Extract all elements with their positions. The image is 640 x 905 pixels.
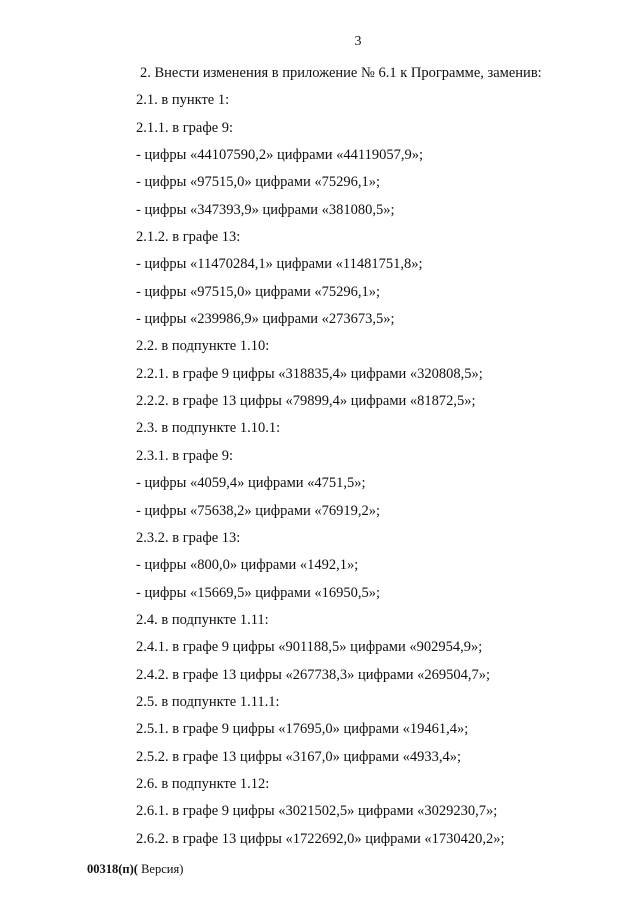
paragraph-line: 2.4.2. в графе 13 цифры «267738,3» цифрами «269504,7»; [136,666,491,683]
document-version: Версия) [137,862,184,876]
paragraph-line: 2.2.1. в графе 9 цифры «318835,4» цифрами «320808,5»; [136,365,483,382]
paragraph-line: 2.1.1. в графе 9: [136,119,234,136]
paragraph-line: - цифры «239986,9» цифрами «273673,5»; [136,311,395,328]
paragraph-line: - цифры «44107590,2» цифрами «44119057,9»; [136,147,424,164]
paragraph-line: 2.3. в подпункте 1.10.1: [136,420,281,437]
paragraph-line: 2.4. в подпункте 1.11: [136,611,269,628]
paragraph-line: - цифры «15669,5» цифрами «16950,5»; [136,584,381,601]
paragraph-line: - цифры «97515,0» цифрами «75296,1»; [136,283,381,300]
paragraph-line: 2.3.1. в графе 9: [136,447,234,464]
paragraph-line: 2.2. в подпункте 1.10: [136,338,270,355]
paragraph-line: 2.6.2. в графе 13 цифры «1722692,0» цифрами «1730420,2»; [136,830,505,847]
document-footer [87,862,183,877]
document-body [136,64,616,857]
paragraph-line: 2.3.2. в графе 13: [136,529,241,546]
paragraph-line: 2.5.2. в графе 13 цифры «3167,0» цифрами «4933,4»; [136,748,462,765]
paragraph-line: - цифры «347393,9» цифрами «381080,5»; [136,201,395,218]
paragraph-line: - цифры «75638,2» цифрами «76919,2»; [136,502,381,519]
paragraph-line: 2.6. в подпункте 1.12: [136,775,270,792]
paragraph-line: 2.4.1. в графе 9 цифры «901188,5» цифрами «902954,9»; [136,639,483,656]
paragraph-line: 2.2.2. в графе 13 цифры «79899,4» цифрами «81872,5»; [136,393,476,410]
document-code: 00318(п)( [87,862,138,876]
paragraph-line: 2.1. в пункте 1: [136,92,230,109]
page-number: 3 [354,34,362,49]
paragraph-line: - цифры «11470284,1» цифрами «11481751,8»; [136,256,423,273]
paragraph-line: 2.5.1. в графе 9 цифры «17695,0» цифрами «19461,4»; [136,721,469,738]
paragraph-line: 2.1.2. в графе 13: [136,229,241,246]
paragraph-line: 2. Внести изменения в приложение № 6.1 к Программе, заменив: [140,65,542,81]
paragraph-line: 2.6.1. в графе 9 цифры «3021502,5» цифрами «3029230,7»; [136,803,498,820]
paragraph-line: - цифры «97515,0» цифрами «75296,1»; [136,174,381,191]
paragraph-line: 2.5. в подпункте 1.11.1: [136,693,280,710]
paragraph-line: - цифры «800,0» цифрами «1492,1»; [136,557,359,574]
paragraph-line: - цифры «4059,4» цифрами «4751,5»; [136,475,366,492]
